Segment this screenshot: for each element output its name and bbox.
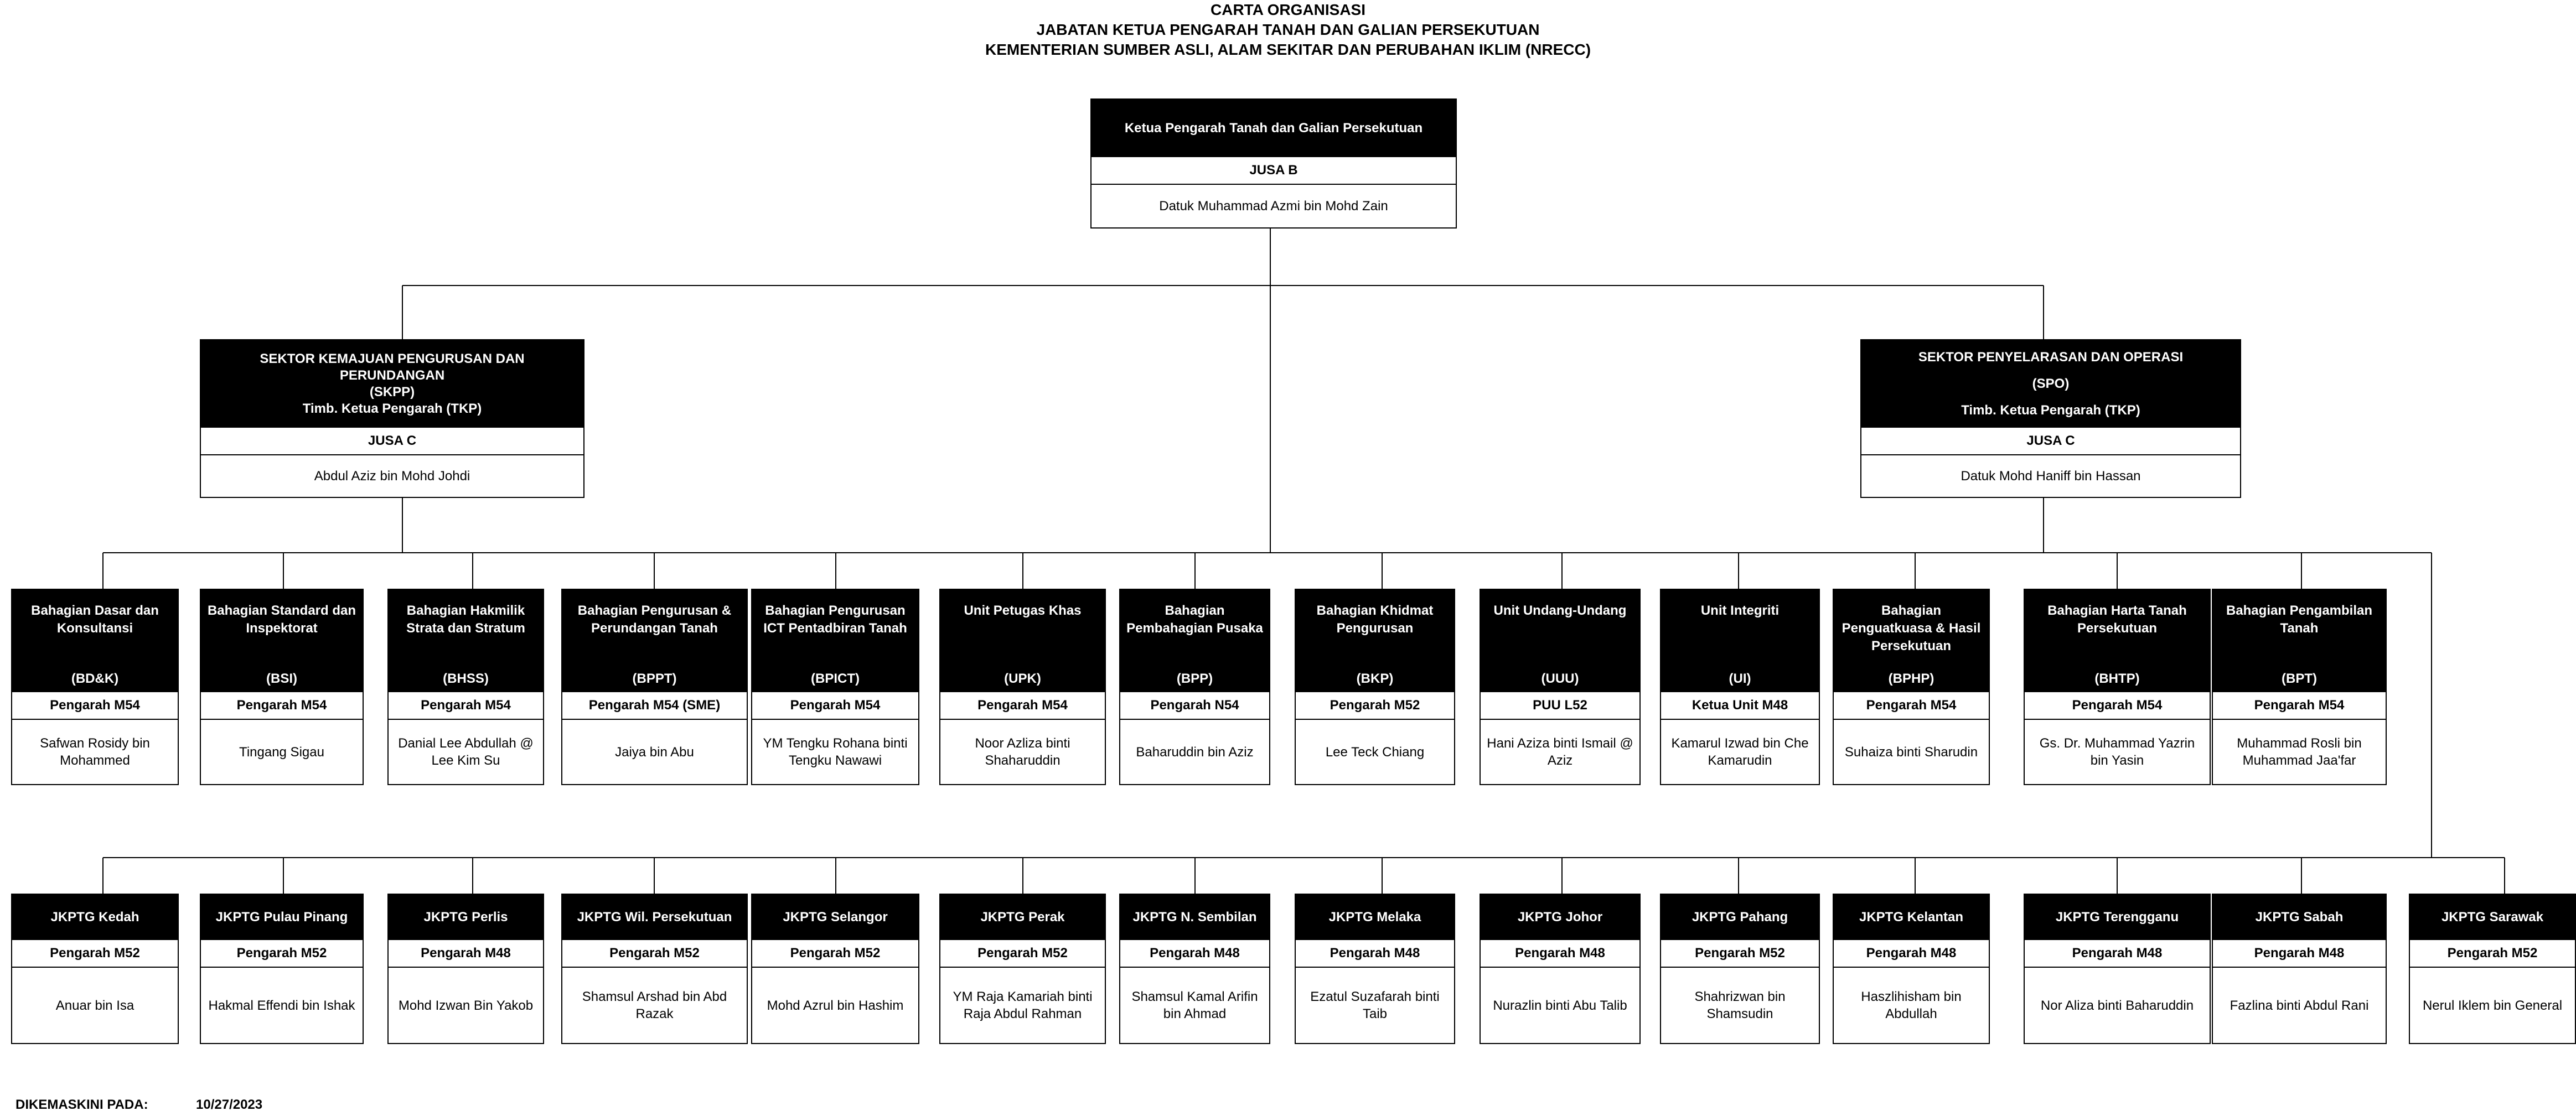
state-office-title <box>389 895 543 940</box>
state-office-box <box>1480 894 1641 1044</box>
division-box <box>2024 589 2211 785</box>
state-office-title-text: JKPTG Kelantan <box>1859 910 1964 925</box>
state-office-title-text: JKPTG Selangor <box>783 910 888 925</box>
state-office-grade: Pengarah M48 <box>389 940 543 968</box>
state-office-title-text: JKPTG Pahang <box>1692 910 1788 925</box>
state-office-grade: Pengarah M52 <box>562 940 747 968</box>
state-office-officer-name: Nerul Iklem bin General <box>2422 998 2563 1013</box>
department-title: JABATAN KETUA PENGARAH TANAH DAN GALIAN PERSEKUTUAN <box>1036 21 1540 38</box>
state-office-officer-name: Shamsul Kamal Arifin bin Ahmad <box>1131 989 1258 1021</box>
state-office-title-text: JKPTG Melaka <box>1328 910 1421 925</box>
division-abbreviation: (BKP) <box>1356 671 1394 686</box>
division-abbreviation: (BD&K) <box>71 671 119 686</box>
state-office-officer-name: Shahrizwan bin Shamsudin <box>1694 989 1786 1021</box>
state-office-title <box>1120 895 1269 940</box>
state-office-title <box>562 895 747 940</box>
state-office-box <box>11 894 179 1044</box>
division-abbreviation: (UPK) <box>1004 671 1041 686</box>
state-office-title <box>1834 895 1989 940</box>
state-office-box <box>387 894 544 1044</box>
sector-spo-title: SEKTOR PENYELARASAN DAN OPERASI (SPO) Timb. Ketua Pengarah (TKP) <box>1861 340 2240 428</box>
division-grade: Pengarah M54 <box>2025 692 2210 720</box>
division-abbreviation: (BHSS) <box>443 671 489 686</box>
state-office-grade: Pengarah M48 <box>2025 940 2210 968</box>
state-office-officer-name: Mohd Izwan Bin Yakob <box>398 998 534 1013</box>
state-office-title <box>12 895 178 940</box>
state-office-officer-name: Haszlihisham bin Abdullah <box>1861 989 1962 1021</box>
division-abbreviation: (BPHP) <box>1888 671 1934 686</box>
state-office-box <box>2212 894 2387 1044</box>
division-box <box>387 589 544 785</box>
director-title: Ketua Pengarah Tanah dan Galian Persekutuan <box>1092 100 1456 157</box>
state-office-officer-name: Shamsul Arshad bin Abd Razak <box>582 989 727 1021</box>
division-name-label: Unit Undang-Undang <box>1493 603 1627 618</box>
division-abbreviation: (BPP) <box>1176 671 1213 686</box>
state-office-title <box>940 895 1105 940</box>
division-title <box>2213 590 2386 692</box>
division-box <box>751 589 919 785</box>
division-name-label: Bahagian Pengurusan & Perundangan Tanah <box>577 603 732 636</box>
division-box <box>1119 589 1270 785</box>
division-title <box>752 590 918 692</box>
division-officer-name: Jaiya bin Abu <box>615 744 694 760</box>
division-name-label: Bahagian Harta Tanah Persekutuan <box>2047 603 2187 636</box>
division-grade: Ketua Unit M48 <box>1661 692 1819 720</box>
division-name-label: Bahagian Pengambilan Tanah <box>2226 603 2373 636</box>
updated-label: DIKEMASKINI PADA: <box>15 1097 148 1112</box>
division-grade: Pengarah M54 <box>752 692 918 720</box>
state-office-officer-name: Anuar bin Isa <box>55 998 135 1013</box>
division-name-label: Unit Integriti <box>1700 603 1780 618</box>
state-office-officer-name: Nurazlin binti Abu Talib <box>1493 998 1627 1013</box>
division-title <box>940 590 1105 692</box>
division-grade: Pengarah M54 <box>12 692 178 720</box>
state-office-grade: Pengarah M52 <box>12 940 178 968</box>
division-abbreviation: (BHTP) <box>2094 671 2140 686</box>
division-title <box>2025 590 2210 692</box>
state-office-grade: Pengarah M52 <box>201 940 363 968</box>
division-abbreviation: (BPPT) <box>632 671 677 686</box>
updated-date: 10/27/2023 <box>196 1097 263 1112</box>
division-officer-name: Baharuddin bin Aziz <box>1136 744 1254 760</box>
state-office-title-text: JKPTG Perlis <box>423 910 508 925</box>
sector-skpp-title: SEKTOR KEMAJUAN PENGURUSAN DAN PERUNDANGAN (SKPP) Timb. Ketua Pengarah (TKP) <box>201 340 583 428</box>
division-officer-name: Gs. Dr. Muhammad Yazrin bin Yasin <box>2039 736 2195 768</box>
division-name-label: Unit Petugas Khas <box>964 603 1082 618</box>
division-officer-name: Hani Aziza binti Ismail @ Aziz <box>1487 736 1633 768</box>
chart-title: CARTA ORGANISASI <box>1211 1 1365 18</box>
ministry-title: KEMENTERIAN SUMBER ASLI, ALAM SEKITAR DAN PERUBAHAN IKLIM (NRECC) <box>985 41 1591 58</box>
state-office-box <box>200 894 364 1044</box>
division-box <box>1660 589 1820 785</box>
state-office-grade: Pengarah M52 <box>752 940 918 968</box>
state-office-box <box>561 894 748 1044</box>
division-title <box>1661 590 1819 692</box>
division-box <box>1833 589 1990 785</box>
division-officer-name: Kamarul Izwad bin Che Kamarudin <box>1671 736 1809 768</box>
state-office-title-text: JKPTG Sabah <box>2255 910 2344 925</box>
division-name-label: Bahagian Pembahagian Pusaka <box>1126 603 1263 636</box>
state-office-box <box>1295 894 1455 1044</box>
sector-spo-name: Datuk Mohd Haniff bin Hassan <box>1961 468 2141 484</box>
state-office-box <box>1660 894 1820 1044</box>
division-box <box>939 589 1106 785</box>
state-office-officer-name: Mohd Azrul bin Hashim <box>767 998 904 1013</box>
division-title <box>1834 590 1989 692</box>
sector-spo-box <box>1860 339 2241 498</box>
division-abbreviation: (BSI) <box>266 671 297 686</box>
division-grade: Pengarah M54 <box>940 692 1105 720</box>
state-office-title-text: JKPTG Pulau Pinang <box>215 910 348 925</box>
state-office-title-text: JKPTG N. Sembilan <box>1132 910 1257 925</box>
state-office-grade: Pengarah M52 <box>2410 940 2575 968</box>
state-office-box <box>1833 894 1990 1044</box>
division-title <box>389 590 543 692</box>
state-office-title <box>2025 895 2210 940</box>
division-grade: PUU L52 <box>1481 692 1639 720</box>
division-name-label: Bahagian Hakmilik Strata dan Stratum <box>406 603 525 636</box>
state-office-grade: Pengarah M48 <box>1296 940 1454 968</box>
sector-skpp-grade: JUSA C <box>201 428 583 455</box>
state-office-grade: Pengarah M48 <box>1834 940 1989 968</box>
division-grade: Pengarah M52 <box>1296 692 1454 720</box>
director-grade: JUSA B <box>1092 157 1456 185</box>
division-officer-name: YM Tengku Rohana binti Tengku Nawawi <box>763 736 908 768</box>
division-abbreviation: (UUU) <box>1541 671 1579 686</box>
division-grade: Pengarah M54 <box>1834 692 1989 720</box>
state-office-title-text: JKPTG Kedah <box>50 910 139 925</box>
division-title <box>1296 590 1454 692</box>
division-grade: Pengarah N54 <box>1120 692 1269 720</box>
state-office-title <box>752 895 918 940</box>
state-office-box <box>939 894 1106 1044</box>
state-office-title-text: JKPTG Wil. Persekutuan <box>577 910 732 925</box>
state-office-title-text: JKPTG Johor <box>1517 910 1603 925</box>
division-box <box>11 589 179 785</box>
state-office-box <box>2409 894 2576 1044</box>
state-office-box <box>1119 894 1270 1044</box>
division-abbreviation: (UI) <box>1729 671 1751 686</box>
sector-skpp-box <box>200 339 584 498</box>
state-office-grade: Pengarah M48 <box>1481 940 1639 968</box>
division-box <box>200 589 364 785</box>
division-grade: Pengarah M54 <box>2213 692 2386 720</box>
division-grade: Pengarah M54 (SME) <box>562 692 747 720</box>
division-abbreviation: (BPT) <box>2282 671 2317 686</box>
state-office-title <box>1296 895 1454 940</box>
division-grade: Pengarah M54 <box>201 692 363 720</box>
state-office-box <box>2024 894 2211 1044</box>
division-title <box>562 590 747 692</box>
division-name-label: Bahagian Standard dan Inspektorat <box>207 603 356 636</box>
division-name-label: Bahagian Khidmat Pengurusan <box>1316 603 1434 636</box>
division-grade: Pengarah M54 <box>389 692 543 720</box>
state-office-grade: Pengarah M52 <box>940 940 1105 968</box>
state-office-officer-name: Ezatul Suzafarah binti Taib <box>1310 989 1440 1021</box>
state-office-title-text: JKPTG Terengganu <box>2055 910 2179 925</box>
state-office-grade: Pengarah M48 <box>1120 940 1269 968</box>
state-office-box <box>751 894 919 1044</box>
sector-skpp-name: Abdul Aziz bin Mohd Johdi <box>314 468 470 484</box>
state-office-title <box>1481 895 1639 940</box>
state-office-officer-name: Nor Aliza binti Baharuddin <box>2040 998 2194 1013</box>
state-office-title-text: JKPTG Sarawak <box>2441 910 2544 925</box>
division-title <box>12 590 178 692</box>
state-office-title <box>2410 895 2575 940</box>
division-box <box>1480 589 1641 785</box>
division-name-label: Bahagian Dasar dan Konsultansi <box>31 603 159 636</box>
state-office-officer-name: YM Raja Kamariah binti Raja Abdul Rahman <box>953 989 1093 1021</box>
division-name-label: Bahagian Pengurusan ICT Pentadbiran Tanah <box>763 603 907 636</box>
director-box <box>1090 98 1457 229</box>
division-name-label: Bahagian Penguatkuasa & Hasil Persekutuan <box>1842 603 1981 653</box>
division-officer-name: Noor Azliza binti Shaharuddin <box>975 736 1070 768</box>
division-officer-name: Danial Lee Abdullah @ Lee Kim Su <box>398 736 534 768</box>
division-box <box>1295 589 1455 785</box>
division-officer-name: Lee Teck Chiang <box>1325 744 1425 760</box>
state-office-officer-name: Hakmal Effendi bin Ishak <box>208 998 355 1013</box>
division-officer-name: Tingang Sigau <box>239 744 324 760</box>
division-title <box>1481 590 1639 692</box>
division-title <box>1120 590 1269 692</box>
division-box <box>2212 589 2387 785</box>
state-office-grade: Pengarah M52 <box>1661 940 1819 968</box>
director-name: Datuk Muhammad Azmi bin Mohd Zain <box>1159 198 1388 214</box>
state-office-grade: Pengarah M48 <box>2213 940 2386 968</box>
state-office-title <box>1661 895 1819 940</box>
division-officer-name: Suhaiza binti Sharudin <box>1844 744 1978 760</box>
state-office-title <box>2213 895 2386 940</box>
division-title <box>201 590 363 692</box>
division-officer-name: Safwan Rosidy bin Mohammed <box>40 736 150 768</box>
state-office-title-text: JKPTG Perak <box>980 910 1065 925</box>
division-officer-name: Muhammad Rosli bin Muhammad Jaa'far <box>2237 736 2362 768</box>
state-office-officer-name: Fazlina binti Abdul Rani <box>2230 998 2369 1013</box>
state-office-title <box>201 895 363 940</box>
division-box <box>561 589 748 785</box>
division-abbreviation: (BPICT) <box>811 671 860 686</box>
sector-spo-grade: JUSA C <box>1861 428 2240 455</box>
